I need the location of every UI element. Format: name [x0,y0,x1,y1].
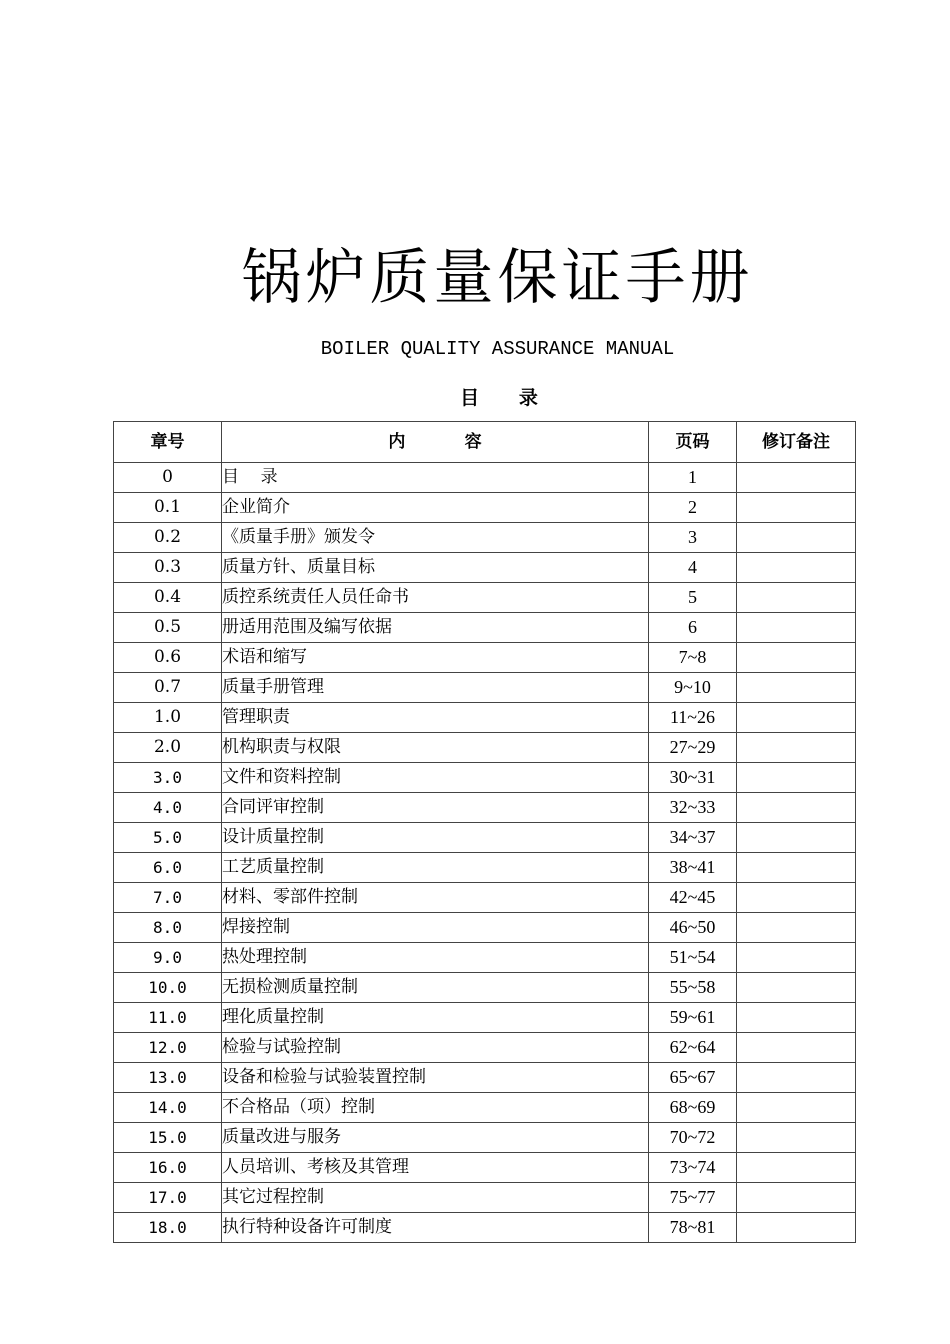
table-row [114,883,856,913]
chapter-number: 0.5 [114,613,222,643]
page-range: 70~72 [649,1123,737,1153]
revision-note [737,1123,856,1153]
chapter-title: 热处理控制 [222,943,649,973]
revision-note [737,463,856,493]
table-row [114,1033,856,1063]
document-subtitle: BOILER QUALITY ASSURANCE MANUAL [320,338,675,360]
chapter-title: 其它过程控制 [222,1183,649,1213]
chapter-title: 材料、零部件控制 [222,883,649,913]
chapter-number: 13.0 [114,1063,222,1093]
chapter-number: 0.7 [114,673,222,703]
chapter-title: 不合格品（项）控制 [222,1093,649,1123]
page-range: 78~81 [649,1213,737,1243]
revision-note [737,1093,856,1123]
table-row [114,943,856,973]
revision-note [737,523,856,553]
chapter-title: 册适用范围及编写依据 [222,613,649,643]
chapter-title: 设计质量控制 [222,823,649,853]
toc-body [114,463,856,1243]
table-row [114,973,856,1003]
header-page: 页码 [649,422,737,463]
revision-note [737,763,856,793]
page-range: 9~10 [649,673,737,703]
header-note: 修订备注 [737,422,856,463]
revision-note [737,583,856,613]
revision-note [737,943,856,973]
page-range: 59~61 [649,1003,737,1033]
chapter-title: 文件和资料控制 [222,763,649,793]
chapter-title: 质量改进与服务 [222,1123,649,1153]
revision-note [737,613,856,643]
document-title: 锅炉质量保证手册 [241,243,754,313]
chapter-number: 15.0 [114,1123,222,1153]
page-range: 34~37 [649,823,737,853]
chapter-title: 《质量手册》颁发令 [222,523,649,553]
table-row [114,793,856,823]
page-range: 73~74 [649,1153,737,1183]
revision-note [737,823,856,853]
page-range: 62~64 [649,1033,737,1063]
chapter-title: 术语和缩写 [222,643,649,673]
page-range: 38~41 [649,853,737,883]
page-range: 68~69 [649,1093,737,1123]
chapter-number: 18.0 [114,1213,222,1243]
page-range: 46~50 [649,913,737,943]
chapter-number: 11.0 [114,1003,222,1033]
table-row [114,613,856,643]
page-range: 30~31 [649,763,737,793]
header-chapter: 章号 [114,422,222,463]
table-row [114,913,856,943]
revision-note [737,703,856,733]
revision-note [737,913,856,943]
header-content: 内 容 [222,422,649,463]
revision-note [737,673,856,703]
table-row [114,463,856,493]
table-row [114,1183,856,1213]
chapter-number: 5.0 [114,823,222,853]
page-range: 32~33 [649,793,737,823]
chapter-title: 焊接控制 [222,913,649,943]
chapter-number: 14.0 [114,1093,222,1123]
revision-note [737,1183,856,1213]
revision-note [737,1063,856,1093]
page-range: 4 [649,553,737,583]
toc-table [113,421,856,1243]
chapter-title: 企业简介 [222,493,649,523]
chapter-title: 执行特种设备许可制度 [222,1213,649,1243]
toc-heading: 目 录 [460,387,538,409]
chapter-title: 管理职责 [222,703,649,733]
table-row [114,523,856,553]
chapter-number: 0 [114,463,222,493]
chapter-number: 3.0 [114,763,222,793]
table-row [114,1213,856,1243]
chapter-number: 17.0 [114,1183,222,1213]
table-row [114,553,856,583]
chapter-number: 0.6 [114,643,222,673]
table-row [114,853,856,883]
chapter-number: 8.0 [114,913,222,943]
table-row [114,823,856,853]
toc-header-row [114,422,856,463]
page-range: 75~77 [649,1183,737,1213]
chapter-number: 10.0 [114,973,222,1003]
table-row [114,1063,856,1093]
chapter-number: 7.0 [114,883,222,913]
page-range: 51~54 [649,943,737,973]
chapter-number: 12.0 [114,1033,222,1063]
page-range: 55~58 [649,973,737,1003]
revision-note [737,643,856,673]
chapter-title: 人员培训、考核及其管理 [222,1153,649,1183]
chapter-title: 检验与试验控制 [222,1033,649,1063]
chapter-title: 无损检测质量控制 [222,973,649,1003]
chapter-title: 质量手册管理 [222,673,649,703]
chapter-number: 2.0 [114,733,222,763]
chapter-title: 合同评审控制 [222,793,649,823]
chapter-title: 目 录 [222,463,649,493]
revision-note [737,1213,856,1243]
revision-note [737,1003,856,1033]
revision-note [737,733,856,763]
table-row [114,1123,856,1153]
page-range: 6 [649,613,737,643]
table-row [114,673,856,703]
revision-note [737,973,856,1003]
table-row [114,763,856,793]
table-row [114,703,856,733]
table-row [114,583,856,613]
page-range: 42~45 [649,883,737,913]
page-range: 1 [649,463,737,493]
page-range: 65~67 [649,1063,737,1093]
chapter-number: 9.0 [114,943,222,973]
chapter-number: 6.0 [114,853,222,883]
revision-note [737,553,856,583]
page-range: 3 [649,523,737,553]
chapter-title: 质量方针、质量目标 [222,553,649,583]
chapter-title: 理化质量控制 [222,1003,649,1033]
chapter-title: 工艺质量控制 [222,853,649,883]
revision-note [737,1153,856,1183]
table-row [114,493,856,523]
page-range: 7~8 [649,643,737,673]
table-row [114,1153,856,1183]
page-range: 5 [649,583,737,613]
chapter-title: 质控系统责任人员任命书 [222,583,649,613]
table-row [114,643,856,673]
revision-note [737,853,856,883]
table-row [114,1093,856,1123]
chapter-number: 16.0 [114,1153,222,1183]
chapter-number: 0.4 [114,583,222,613]
chapter-title: 机构职责与权限 [222,733,649,763]
chapter-number: 0.1 [114,493,222,523]
chapter-number: 0.3 [114,553,222,583]
revision-note [737,883,856,913]
chapter-number: 0.2 [114,523,222,553]
table-row [114,733,856,763]
page-range: 11~26 [649,703,737,733]
chapter-number: 4.0 [114,793,222,823]
page-range: 27~29 [649,733,737,763]
page-range: 2 [649,493,737,523]
revision-note [737,1033,856,1063]
table-row [114,1003,856,1033]
revision-note [737,493,856,523]
revision-note [737,793,856,823]
chapter-number: 1.0 [114,703,222,733]
chapter-title: 设备和检验与试验装置控制 [222,1063,649,1093]
